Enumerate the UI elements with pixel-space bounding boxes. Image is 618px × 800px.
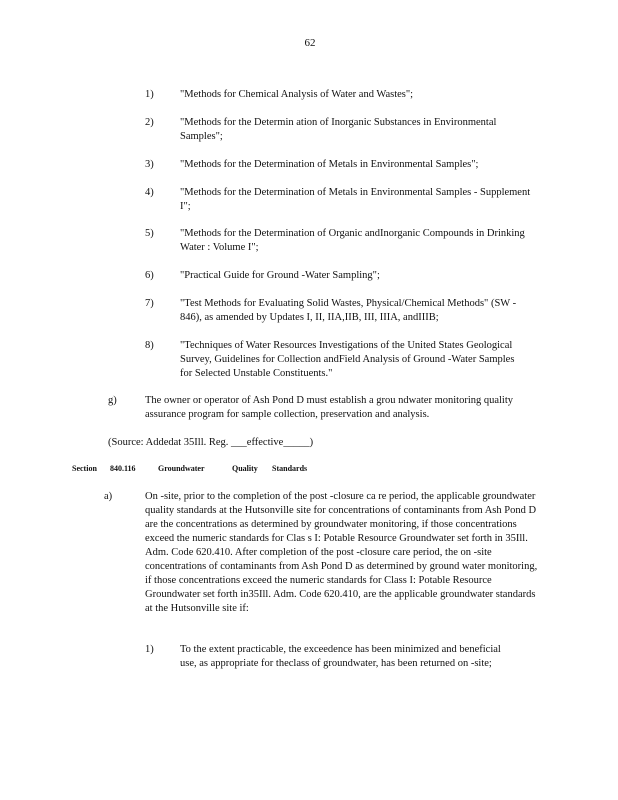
sub-item-number: 1) (145, 644, 154, 655)
section-number: 840.116 (110, 464, 136, 473)
section-title-word: Groundwater (158, 464, 205, 473)
method-number: 1) (145, 89, 154, 100)
method-text: "Methods for the Determination of Metals in Environmental Samples - Supplement I"; (180, 187, 531, 212)
method-number: 5) (145, 228, 154, 239)
method-text: "Practical Guide for Ground -Water Sampling"; (180, 270, 380, 281)
source-note: (Source: Addedat 35Ill. Reg. ___effective_____) (108, 437, 314, 448)
method-number: 3) (145, 159, 154, 170)
method-number: 4) (145, 187, 154, 198)
item-a-text: On -site, prior to the completion of the post -closure ca re period, the applicable groundwater quality standards at the Hutsonville site for concentrations of contaminants from Ash Pond D are the concentrations as determined by groundwater monitoring, if those concentrations exceed the numeric standards for Clas s I: Potable Resource Groundwater set forth in 35Ill. Adm. Code 620.410. After completion of the post -closure care period, the on -site concentrations of contaminants from Ash Pond D as determined by ground water monitoring, if those concentrations exceed the numeric standards for Class I: Potable Resource Groundwater set forth in35Ill. Adm. Code 620.410, are the applicable groundwater standards at the Hutsonville site if: (145, 491, 538, 614)
page-number: 62 (304, 37, 316, 49)
method-number: 7) (145, 298, 154, 309)
section-label: Section (72, 464, 97, 473)
method-text: "Techniques of Water Resources Investigations of the United States Geological Survey, Guidelines for Collection andField Analysis of Ground -Water Samples for Selected Unstable Constituents." (180, 340, 515, 379)
method-number: 6) (145, 270, 154, 281)
sub-item-text: To the extent practicable, the exceedence has been minimized and beneficial use, as appropriate for theclass of groundwater, has been returned on -site; (180, 644, 501, 669)
method-number: 2) (145, 117, 154, 128)
method-text: "Methods for the Determin ation of Inorganic Substances in Environmental Samples"; (180, 117, 497, 142)
method-text: "Methods for Chemical Analysis of Water and Wastes"; (180, 89, 414, 100)
item-g-label: g) (108, 395, 117, 406)
method-text: "Test Methods for Evaluating Solid Wastes, Physical/Chemical Methods" (SW - 846), as amended by Updates I, II, IIA,IIB, III, IIIA, andIIIB; (180, 298, 517, 323)
section-title-word: Quality (232, 464, 258, 473)
method-text: "Methods for the Determination of Organic andInorganic Compounds in Drinking Water : Volume I"; (180, 228, 525, 253)
method-number: 8) (145, 340, 154, 351)
method-text: "Methods for the Determination of Metals in Environmental Samples"; (180, 159, 479, 170)
section-title-word: Standards (272, 464, 308, 473)
item-g-text: The owner or operator of Ash Pond D must establish a grou ndwater monitoring quality assurance program for sample collection, preservation and analysis. (145, 395, 514, 420)
item-a-label: a) (104, 491, 113, 502)
